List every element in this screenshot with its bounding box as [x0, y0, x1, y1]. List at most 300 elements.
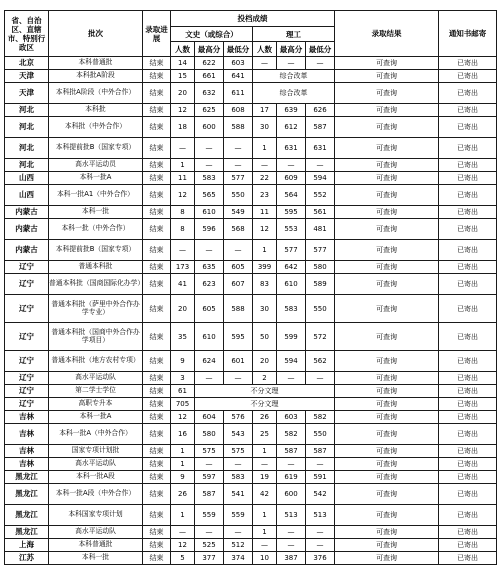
cell-result: 可查询 — [335, 458, 439, 471]
cell-liberal-count: 16 — [171, 424, 195, 445]
cell-notice: 已寄出 — [439, 240, 497, 261]
header-science-max: 最高分 — [277, 42, 306, 57]
cell-batch: 本科普通批 — [49, 57, 143, 70]
cell-science-count: 19 — [253, 471, 277, 484]
cell-science-min: 587 — [306, 445, 335, 458]
cell-batch: 本科普通批 — [49, 539, 143, 552]
cell-province: 山西 — [5, 172, 49, 185]
cell-batch: 普通本科批（国商中外合作办学项目） — [49, 323, 143, 351]
cell-liberal-max: 622 — [195, 57, 224, 70]
cell-progress: 结束 — [143, 185, 171, 206]
cell-progress: 结束 — [143, 445, 171, 458]
cell-liberal-min: — — [224, 526, 253, 539]
cell-notice: 已寄出 — [439, 505, 497, 526]
cell-count: 705 — [171, 398, 195, 411]
cell-batch: 高水平运动队 — [49, 372, 143, 385]
cell-batch: 本科一批 — [49, 552, 143, 565]
header-result: 录取结果 — [335, 11, 439, 57]
cell-batch: 本科一批 — [49, 206, 143, 219]
cell-result: 可查询 — [335, 471, 439, 484]
cell-batch: 本科国家专项计划 — [49, 505, 143, 526]
cell-liberal-min: 607 — [224, 274, 253, 295]
cell-science-max: 600 — [277, 484, 306, 505]
cell-batch: 第二学士学位 — [49, 385, 143, 398]
table-row — [5, 206, 497, 219]
cell-province: 吉林 — [5, 411, 49, 424]
table-row — [5, 172, 497, 185]
admission-table — [4, 10, 497, 565]
cell-batch: 本科一批A（中外合作） — [49, 424, 143, 445]
cell-notice: 已寄出 — [439, 159, 497, 172]
cell-notice: 已寄出 — [439, 445, 497, 458]
cell-province: 江苏 — [5, 552, 49, 565]
cell-science-min: 561 — [306, 206, 335, 219]
cell-progress: 结束 — [143, 70, 171, 83]
table-row — [5, 261, 497, 274]
cell-progress: 结束 — [143, 385, 171, 398]
cell-result: 可查询 — [335, 57, 439, 70]
cell-science-min: 631 — [306, 138, 335, 159]
table-row — [5, 539, 497, 552]
table-row — [5, 159, 497, 172]
cell-science-min: 626 — [306, 104, 335, 117]
table-row — [5, 445, 497, 458]
cell-notice: 已寄出 — [439, 552, 497, 565]
cell-science-count: 11 — [253, 206, 277, 219]
cell-notice: 已寄出 — [439, 458, 497, 471]
cell-science-note: 综合改革 — [253, 70, 335, 83]
cell-progress: 结束 — [143, 159, 171, 172]
cell-progress: 结束 — [143, 484, 171, 505]
cell-science-min: 481 — [306, 219, 335, 240]
cell-batch: 国家专项计划批 — [49, 445, 143, 458]
cell-progress: 结束 — [143, 219, 171, 240]
cell-liberal-min: 549 — [224, 206, 253, 219]
cell-notice: 已寄出 — [439, 351, 497, 372]
cell-notice: 已寄出 — [439, 526, 497, 539]
cell-science-max: 582 — [277, 424, 306, 445]
table-row — [5, 424, 497, 445]
cell-progress: 结束 — [143, 104, 171, 117]
cell-liberal-max: 600 — [195, 117, 224, 138]
cell-liberal-count: 14 — [171, 57, 195, 70]
cell-science-max: — — [277, 57, 306, 70]
cell-liberal-max: 624 — [195, 351, 224, 372]
cell-liberal-min: 559 — [224, 505, 253, 526]
cell-science-min: 587 — [306, 117, 335, 138]
table-row — [5, 138, 497, 159]
header-liberal: 文史（或综合） — [171, 27, 253, 42]
cell-batch: 本科提前批B（国家专项） — [49, 138, 143, 159]
table-row — [5, 117, 497, 138]
cell-notice: 已寄出 — [439, 185, 497, 206]
cell-notice: 已寄出 — [439, 385, 497, 398]
cell-liberal-min: 595 — [224, 323, 253, 351]
cell-result: 可查询 — [335, 295, 439, 323]
cell-science-count: 1 — [253, 526, 277, 539]
cell-science-min: 513 — [306, 505, 335, 526]
cell-result: 可查询 — [335, 185, 439, 206]
cell-category-note: 不分文理 — [195, 385, 335, 398]
table-row — [5, 295, 497, 323]
cell-progress: 结束 — [143, 505, 171, 526]
cell-science-max: 610 — [277, 274, 306, 295]
table-row — [5, 458, 497, 471]
header-liberal-count: 人数 — [171, 42, 195, 57]
cell-science-min: — — [306, 372, 335, 385]
cell-science-max: 619 — [277, 471, 306, 484]
cell-notice: 已寄出 — [439, 411, 497, 424]
cell-science-max: 577 — [277, 240, 306, 261]
cell-liberal-max: 661 — [195, 70, 224, 83]
cell-science-min: 562 — [306, 351, 335, 372]
cell-batch: 本科批 — [49, 104, 143, 117]
cell-liberal-min: 588 — [224, 117, 253, 138]
cell-batch: 本科一批A — [49, 411, 143, 424]
cell-science-min: 589 — [306, 274, 335, 295]
cell-notice: 已寄出 — [439, 323, 497, 351]
cell-science-min: 580 — [306, 261, 335, 274]
cell-science-min: 582 — [306, 411, 335, 424]
cell-province: 天津 — [5, 83, 49, 104]
cell-progress: 结束 — [143, 372, 171, 385]
cell-progress: 结束 — [143, 526, 171, 539]
cell-notice: 已寄出 — [439, 398, 497, 411]
cell-science-max: — — [277, 159, 306, 172]
cell-result: 可查询 — [335, 240, 439, 261]
header-science-min: 最低分 — [306, 42, 335, 57]
table-row — [5, 185, 497, 206]
cell-science-count: 26 — [253, 411, 277, 424]
cell-notice: 已寄出 — [439, 138, 497, 159]
cell-liberal-min: — — [224, 138, 253, 159]
cell-liberal-max: — — [195, 138, 224, 159]
cell-batch: 本科提前批B（国家专项） — [49, 240, 143, 261]
cell-progress: 结束 — [143, 471, 171, 484]
cell-liberal-max: 583 — [195, 172, 224, 185]
cell-result: 可查询 — [335, 159, 439, 172]
cell-liberal-count: — — [171, 240, 195, 261]
cell-science-max: 599 — [277, 323, 306, 351]
cell-notice: 已寄出 — [439, 539, 497, 552]
cell-liberal-min: 641 — [224, 70, 253, 83]
cell-progress: 结束 — [143, 206, 171, 219]
cell-science-max: 564 — [277, 185, 306, 206]
table-row — [5, 70, 497, 83]
cell-science-count: 20 — [253, 351, 277, 372]
cell-province: 吉林 — [5, 445, 49, 458]
cell-science-max: — — [277, 458, 306, 471]
cell-batch: 本科一批A — [49, 172, 143, 185]
table-row — [5, 552, 497, 565]
cell-liberal-max: 605 — [195, 295, 224, 323]
cell-liberal-max: — — [195, 526, 224, 539]
table-row — [5, 372, 497, 385]
cell-liberal-min: 601 — [224, 351, 253, 372]
cell-liberal-min: 583 — [224, 471, 253, 484]
header-liberal-min: 最低分 — [224, 42, 253, 57]
cell-liberal-count: — — [171, 526, 195, 539]
cell-province: 辽宁 — [5, 398, 49, 411]
cell-liberal-count: 9 — [171, 471, 195, 484]
cell-province: 黑龙江 — [5, 526, 49, 539]
cell-science-min: 550 — [306, 424, 335, 445]
cell-liberal-max: 525 — [195, 539, 224, 552]
cell-liberal-min: 611 — [224, 83, 253, 104]
cell-liberal-count: 20 — [171, 83, 195, 104]
cell-province: 河北 — [5, 138, 49, 159]
cell-result: 可查询 — [335, 552, 439, 565]
cell-liberal-min: — — [224, 458, 253, 471]
cell-notice: 已寄出 — [439, 274, 497, 295]
cell-science-count: 2 — [253, 372, 277, 385]
cell-notice: 已寄出 — [439, 57, 497, 70]
cell-liberal-max: — — [195, 240, 224, 261]
cell-science-min: — — [306, 458, 335, 471]
cell-science-min: — — [306, 526, 335, 539]
cell-count: 61 — [171, 385, 195, 398]
cell-liberal-max: 565 — [195, 185, 224, 206]
cell-province: 辽宁 — [5, 261, 49, 274]
cell-science-count: 25 — [253, 424, 277, 445]
cell-science-max: 594 — [277, 351, 306, 372]
cell-liberal-min: 605 — [224, 261, 253, 274]
cell-province: 河北 — [5, 104, 49, 117]
cell-liberal-min: — — [224, 240, 253, 261]
cell-progress: 结束 — [143, 411, 171, 424]
cell-liberal-count: 12 — [171, 539, 195, 552]
cell-science-min: 552 — [306, 185, 335, 206]
cell-province: 山西 — [5, 185, 49, 206]
table-row — [5, 323, 497, 351]
cell-province: 辽宁 — [5, 372, 49, 385]
cell-batch: 本科一批A段（中外合作） — [49, 484, 143, 505]
cell-result: 可查询 — [335, 398, 439, 411]
admission-table-frame — [4, 10, 496, 562]
header-scores-group: 投档成绩 — [171, 11, 335, 27]
cell-result: 可查询 — [335, 505, 439, 526]
cell-progress: 结束 — [143, 398, 171, 411]
table-row — [5, 240, 497, 261]
cell-liberal-min: — — [224, 372, 253, 385]
cell-science-min: 572 — [306, 323, 335, 351]
cell-notice: 已寄出 — [439, 206, 497, 219]
cell-batch: 本科一批A段 — [49, 471, 143, 484]
cell-result: 可查询 — [335, 138, 439, 159]
cell-liberal-max: — — [195, 372, 224, 385]
cell-progress: 结束 — [143, 138, 171, 159]
cell-liberal-count: 20 — [171, 295, 195, 323]
table-row — [5, 398, 497, 411]
cell-progress: 结束 — [143, 424, 171, 445]
cell-progress: 结束 — [143, 261, 171, 274]
cell-liberal-max: — — [195, 159, 224, 172]
cell-liberal-count: 12 — [171, 411, 195, 424]
cell-progress: 结束 — [143, 240, 171, 261]
cell-progress: 结束 — [143, 458, 171, 471]
cell-result: 可查询 — [335, 539, 439, 552]
cell-science-count: 83 — [253, 274, 277, 295]
cell-science-min: — — [306, 159, 335, 172]
cell-batch: 普通本科批（地方农村专项） — [49, 351, 143, 372]
cell-liberal-max: 596 — [195, 219, 224, 240]
table-row — [5, 484, 497, 505]
cell-batch: 本科批A阶段 — [49, 70, 143, 83]
cell-liberal-min: 550 — [224, 185, 253, 206]
header-batch: 批次 — [49, 11, 143, 57]
cell-science-max: — — [277, 526, 306, 539]
cell-science-min: — — [306, 539, 335, 552]
cell-notice: 已寄出 — [439, 70, 497, 83]
cell-liberal-max: 610 — [195, 206, 224, 219]
cell-result: 可查询 — [335, 172, 439, 185]
cell-batch: 高水平运动队 — [49, 526, 143, 539]
cell-science-count: 12 — [253, 219, 277, 240]
cell-batch: 普通本科批 — [49, 261, 143, 274]
cell-science-count: 22 — [253, 172, 277, 185]
cell-science-count: 23 — [253, 185, 277, 206]
cell-province: 天津 — [5, 70, 49, 83]
cell-liberal-max: 604 — [195, 411, 224, 424]
cell-notice: 已寄出 — [439, 172, 497, 185]
cell-liberal-min: 588 — [224, 295, 253, 323]
cell-science-count: 42 — [253, 484, 277, 505]
cell-liberal-count: 9 — [171, 351, 195, 372]
cell-progress: 结束 — [143, 274, 171, 295]
table-row — [5, 351, 497, 372]
cell-liberal-min: 576 — [224, 411, 253, 424]
cell-liberal-min: 543 — [224, 424, 253, 445]
cell-liberal-min: 568 — [224, 219, 253, 240]
table-row — [5, 57, 497, 70]
cell-liberal-count: — — [171, 138, 195, 159]
cell-science-count: 1 — [253, 445, 277, 458]
cell-province: 内蒙古 — [5, 240, 49, 261]
cell-liberal-count: 1 — [171, 458, 195, 471]
table-row — [5, 219, 497, 240]
cell-liberal-count: 1 — [171, 505, 195, 526]
cell-liberal-max: 597 — [195, 471, 224, 484]
cell-notice: 已寄出 — [439, 104, 497, 117]
cell-liberal-min: 374 — [224, 552, 253, 565]
cell-science-count: 1 — [253, 505, 277, 526]
cell-progress: 结束 — [143, 117, 171, 138]
cell-liberal-max: 632 — [195, 83, 224, 104]
header-liberal-max: 最高分 — [195, 42, 224, 57]
cell-liberal-count: 5 — [171, 552, 195, 565]
cell-science-min: — — [306, 57, 335, 70]
cell-science-count: — — [253, 57, 277, 70]
cell-province: 黑龙江 — [5, 505, 49, 526]
cell-liberal-min: 608 — [224, 104, 253, 117]
table-row — [5, 385, 497, 398]
cell-result: 可查询 — [335, 351, 439, 372]
cell-liberal-count: 3 — [171, 372, 195, 385]
table-row — [5, 104, 497, 117]
cell-notice: 已寄出 — [439, 484, 497, 505]
cell-science-max: 587 — [277, 445, 306, 458]
cell-liberal-count: 35 — [171, 323, 195, 351]
header-science: 理工 — [253, 27, 335, 42]
cell-result: 可查询 — [335, 411, 439, 424]
cell-result: 可查询 — [335, 206, 439, 219]
cell-science-max: 553 — [277, 219, 306, 240]
cell-notice: 已寄出 — [439, 261, 497, 274]
cell-province: 吉林 — [5, 424, 49, 445]
cell-result: 可查询 — [335, 424, 439, 445]
cell-science-max: 639 — [277, 104, 306, 117]
cell-liberal-count: 1 — [171, 159, 195, 172]
table-row — [5, 83, 497, 104]
cell-liberal-max: 623 — [195, 274, 224, 295]
cell-science-count: 1 — [253, 138, 277, 159]
cell-liberal-max: 610 — [195, 323, 224, 351]
cell-province: 辽宁 — [5, 295, 49, 323]
cell-science-count: — — [253, 539, 277, 552]
cell-province: 辽宁 — [5, 385, 49, 398]
cell-science-max: 387 — [277, 552, 306, 565]
cell-science-count: 17 — [253, 104, 277, 117]
cell-province: 黑龙江 — [5, 484, 49, 505]
cell-science-min: 594 — [306, 172, 335, 185]
cell-province: 吉林 — [5, 458, 49, 471]
cell-result: 可查询 — [335, 372, 439, 385]
cell-liberal-max: 635 — [195, 261, 224, 274]
cell-batch: 普通本科批（萨里中外合作办学专业） — [49, 295, 143, 323]
cell-province: 北京 — [5, 57, 49, 70]
cell-science-note: 综合改革 — [253, 83, 335, 104]
cell-result: 可查询 — [335, 385, 439, 398]
cell-batch: 高水平运动员 — [49, 159, 143, 172]
cell-liberal-count: 12 — [171, 104, 195, 117]
cell-liberal-count: 173 — [171, 261, 195, 274]
cell-batch: 普通本科批（国商国际化办学） — [49, 274, 143, 295]
cell-liberal-min: 512 — [224, 539, 253, 552]
cell-province: 河北 — [5, 117, 49, 138]
cell-science-count: 30 — [253, 117, 277, 138]
cell-notice: 已寄出 — [439, 219, 497, 240]
cell-result: 可查询 — [335, 274, 439, 295]
cell-science-max: 595 — [277, 206, 306, 219]
table-row — [5, 411, 497, 424]
cell-notice: 已寄出 — [439, 372, 497, 385]
header-notice: 通知书邮寄 — [439, 11, 497, 57]
cell-batch: 本科批（中外合作） — [49, 117, 143, 138]
cell-progress: 结束 — [143, 539, 171, 552]
cell-result: 可查询 — [335, 484, 439, 505]
cell-progress: 结束 — [143, 552, 171, 565]
cell-province: 辽宁 — [5, 351, 49, 372]
cell-notice: 已寄出 — [439, 83, 497, 104]
cell-science-max: 612 — [277, 117, 306, 138]
cell-result: 可查询 — [335, 70, 439, 83]
cell-liberal-count: 15 — [171, 70, 195, 83]
cell-progress: 结束 — [143, 172, 171, 185]
cell-liberal-count: 11 — [171, 172, 195, 185]
cell-science-count: — — [253, 159, 277, 172]
cell-batch: 本科批A阶段（中外合作） — [49, 83, 143, 104]
cell-notice: 已寄出 — [439, 117, 497, 138]
cell-notice: 已寄出 — [439, 295, 497, 323]
cell-science-max: 642 — [277, 261, 306, 274]
cell-province: 黑龙江 — [5, 471, 49, 484]
cell-liberal-min: — — [224, 159, 253, 172]
cell-result: 可查询 — [335, 104, 439, 117]
cell-science-max: 631 — [277, 138, 306, 159]
cell-science-max: — — [277, 372, 306, 385]
cell-science-count: 1 — [253, 240, 277, 261]
cell-liberal-max: 377 — [195, 552, 224, 565]
